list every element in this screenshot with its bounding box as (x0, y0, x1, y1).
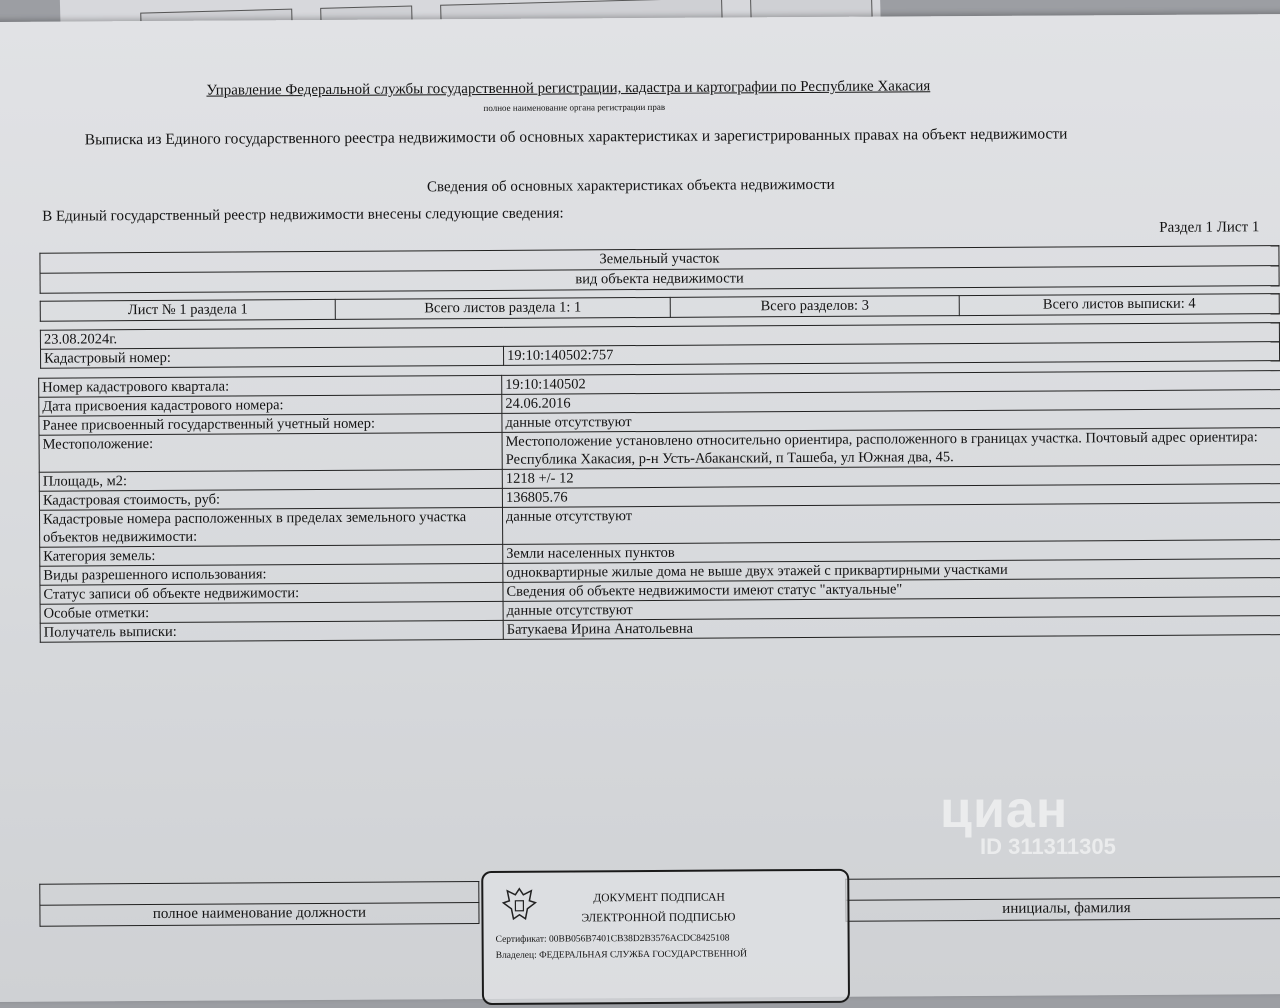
row-label: Номер кадастрового квартала: (39, 375, 502, 397)
agency-name: Управление Федеральной службы государственной регистрации, кадастра и картографии по Республике Хакасия (206, 78, 931, 99)
date-cadastral-table (40, 322, 1280, 369)
sheet-number: Лист № 1 раздела 1 (40, 299, 335, 321)
extract-title: Выписка из Единого государственного реестра недвижимости об основных характеристиках и зарегистрированных правах на объект недвижимости (84, 125, 1068, 149)
position-label: полное наименование должности (40, 903, 479, 927)
watermark-brand: циан (940, 781, 1069, 839)
double-eagle-emblem-icon (497, 883, 541, 927)
initials-label: инициалы, фамилия (846, 898, 1280, 922)
cadastral-number-label: Кадастровый номер: (40, 346, 503, 368)
row-value: 136805.76 (502, 484, 1280, 508)
row-value: Сведения об объекте недвижимости имеют статус "актуальные" (503, 578, 1280, 602)
intro-text: В Единый государственный реестр недвижимости внесены следующие сведения: (42, 205, 564, 225)
row-value: 24.06.2016 (502, 390, 1280, 414)
row-label: Получатель выписки: (40, 620, 503, 642)
initials-blank (846, 877, 1280, 901)
row-value: одноквартирные жилые дома не выше двух этажей с приквартирными участками (503, 559, 1280, 583)
row-label: Особые отметки: (40, 601, 503, 623)
row-value: Земли населенных пунктов (503, 540, 1280, 564)
row-value: данные отсутствуют (503, 597, 1280, 621)
extract-sheets-total: Всего листов выписки: 4 (959, 294, 1279, 316)
row-label: Кадастровые номера расположенных в пределах земельного участка объектов недвижимости: (39, 507, 502, 547)
row-label: Площадь, м2: (39, 469, 502, 491)
row-label: Кадастровая стоимость, руб: (39, 488, 502, 510)
cian-watermark (940, 780, 1116, 860)
position-blank (40, 882, 479, 906)
row-value: 1218 +/- 12 (502, 465, 1280, 489)
row-label: Дата присвоения кадастрового номера: (39, 394, 502, 416)
row-label: Виды разрешенного использования: (40, 563, 503, 585)
object-type-caption: вид объекта недвижимости (40, 266, 1279, 294)
cadastral-number-value: 19:10:140502:757 (503, 342, 1279, 366)
object-type: Земельный участок (40, 246, 1279, 274)
row-value: Батукаева Ирина Анатольевна (503, 616, 1280, 640)
row-label: Категория земель: (40, 544, 503, 566)
row-label: Ранее присвоенный государственный учетный номер: (39, 413, 502, 435)
sheets-table (40, 293, 1280, 322)
extract-date: 23.08.2024г. (40, 323, 1279, 350)
stamp-esign-line: ЭЛЕКТРОННОЙ ПОДПИСЬЮ (581, 911, 736, 925)
sections-total: Всего разделов: 3 (670, 296, 959, 318)
stamp-certificate: Сертификат: 00BB056B7401CB38D2B3576ACDC8425108 (495, 933, 730, 945)
row-label: Статус записи об объекте недвижимости: (40, 582, 503, 604)
row-value: 19:10:140502 (502, 371, 1280, 395)
row-value: данные отсутствуют (502, 409, 1280, 433)
watermark-id: ID 311311305 (980, 834, 1116, 859)
section-sheets-total: Всего листов раздела 1: 1 (335, 297, 670, 319)
stamp-signed-line: ДОКУМЕНТ ПОДПИСАН (593, 891, 725, 905)
razdel-label: Раздел 1 Лист 1 (1159, 219, 1260, 236)
stamp-owner: Владелец: ФЕДЕРАЛЬНАЯ СЛУЖБА ГОСУДАРСТВЕННОЙ (495, 949, 748, 961)
row-value: данные отсутствуют (502, 503, 1280, 545)
row-value: Местоположение установлено относительно ориентира, расположенного в границах участка. Почтовый адрес ориентира: Республика Хакасия, р-н Усть-Абаканский, п Ташеба, ул Южная два, 45. (502, 428, 1280, 470)
electronic-signature-stamp (481, 869, 850, 1005)
characteristics-table (38, 370, 1280, 643)
row-label: Местоположение: (39, 432, 502, 472)
agency-caption: полное наименование органа регистрации прав (483, 101, 666, 113)
object-type-table (39, 245, 1279, 294)
section-title: Сведения об основных характеристиках объекта недвижимости (426, 176, 835, 196)
